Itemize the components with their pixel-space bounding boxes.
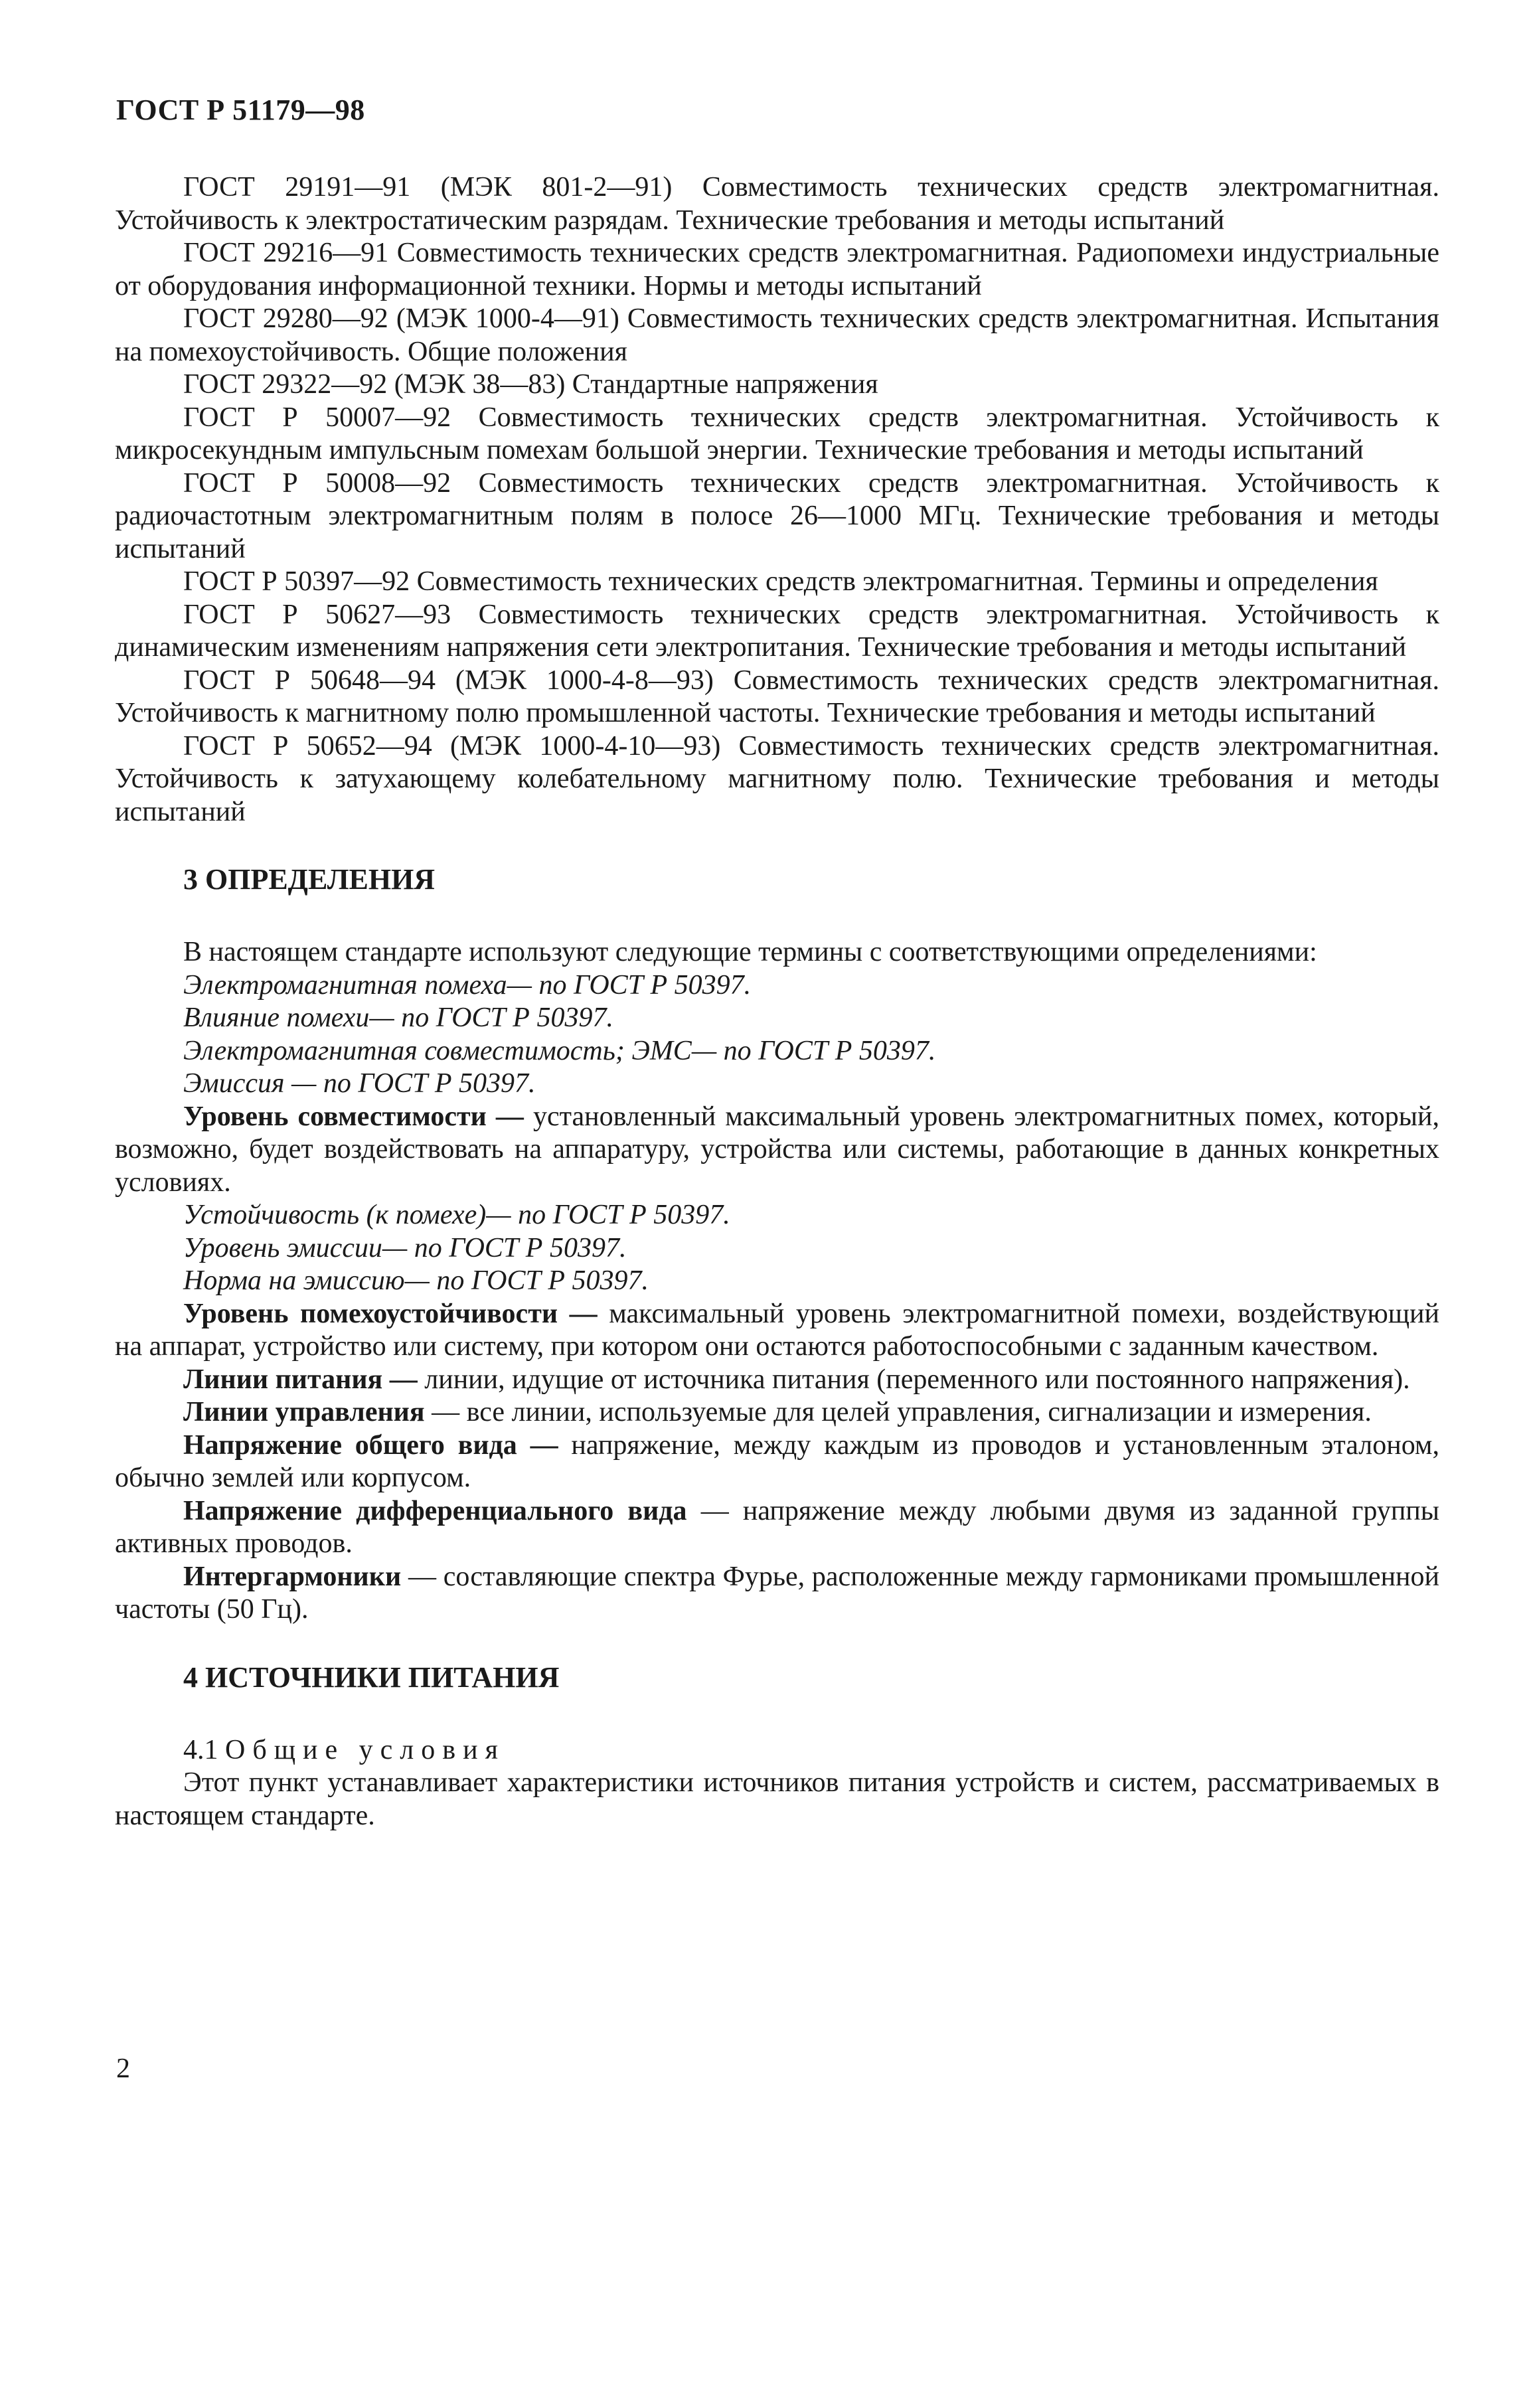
definition-reference: Норма на эмиссию— по ГОСТ Р 50397.	[183, 1265, 649, 1296]
definition-term: Интергармоники	[183, 1561, 402, 1592]
definition-text: линии, идущие от источника питания (переменного или постоянного напряжения).	[417, 1364, 1410, 1395]
definition-term: Уровень совместимости —	[183, 1101, 524, 1132]
definition-item	[115, 1101, 1439, 1200]
definition-item	[115, 1561, 1439, 1627]
definition-reference: Влияние помехи— по ГОСТ Р 50397.	[183, 1003, 613, 1033]
page-number: 2	[116, 2053, 130, 2084]
reference-item: ГОСТ 29216—91 Совместимость технических средств электромагнитная. Радиопомехи индустриальные от оборудования информационной техники. Нормы и методы испытаний	[115, 238, 1439, 301]
reference-item: ГОСТ Р 50007—92 Совместимость технических средств электромагнитная. Устойчивость к микросекундным импульсным помехам большой энергии. Технические требования и методы испытаний	[115, 402, 1439, 465]
definition-text: — составляющие спектра Фурье, расположенные между гармониками промышленной частоты (50 Гц).	[115, 1561, 1439, 1625]
section-4-heading: 4 ИСТОЧНИКИ ПИТАНИЯ	[183, 1660, 560, 1694]
definition-term: Уровень помехоустойчивости —	[183, 1298, 598, 1329]
definition-text: установленный максимальный уровень электромагнитных помех, который, возможно, будет воздействовать на аппаратуру, устройства или системы, работающие в данных конкретных условиях.	[115, 1101, 1440, 1198]
definition-item	[115, 1396, 1439, 1429]
definition-reference: Устойчивость (к помехе)— по ГОСТ Р 50397.	[183, 1200, 730, 1230]
reference-item: ГОСТ 29191—91 (МЭК 801-2—91) Совместимость технических средств электромагнитная. Устойчивость к электростатическим разрядам. Технические требования и методы испытаний	[115, 172, 1439, 236]
definitions-intro: В настоящем стандарте используют следующие термины с соответствующими определениями:	[183, 937, 1317, 967]
definition-term: Линии управления	[183, 1397, 425, 1427]
definition-term: Напряжение дифференциального вида	[183, 1495, 687, 1526]
subsection-title: Общие условия	[225, 1734, 505, 1765]
definition-item	[115, 1364, 1439, 1397]
definition-text: напряжение, между каждым из проводов и установленным эталоном, обычно землей или корпусом.	[115, 1429, 1439, 1493]
reference-item: ГОСТ Р 50397—92 Совместимость технических средств электромагнитная. Термины и определения	[183, 566, 1378, 597]
subsection-text: Этот пункт устанавливает характеристики источников питания устройств и систем, рассматриваемых в настоящем стандарте.	[115, 1767, 1439, 1831]
definition-text: — напряжение между любыми двумя из заданной группы активных проводов.	[115, 1495, 1440, 1559]
definition-text: максимальный уровень электромагнитной помехи, воздействующий на аппарат, устройство или систему, при котором они остаются работоспособными с заданным качеством.	[115, 1298, 1439, 1362]
definition-item	[115, 1495, 1439, 1561]
section-3-heading: 3 ОПРЕДЕЛЕНИЯ	[183, 863, 436, 896]
definition-reference: Электромагнитная совместимость; ЭМС— по ГОСТ Р 50397.	[183, 1035, 936, 1066]
definition-text: — все линии, используемые для целей управления, сигнализации и измерения.	[424, 1397, 1372, 1427]
subsection-heading	[115, 1734, 1439, 1767]
subsection-number: 4.1	[183, 1734, 225, 1765]
reference-item: ГОСТ Р 50652—94 (МЭК 1000-4-10—93) Совместимость технических средств электромагнитная. Устойчивость к затухающему колебательному магнитному полю. Технические требования и методы испытаний	[115, 730, 1439, 827]
reference-item: ГОСТ Р 50008—92 Совместимость технических средств электромагнитная. Устойчивость к радиочастотным электромагнитным полям в полосе 26—1000 МГц. Технические требования и методы испытаний	[115, 467, 1439, 564]
definition-item	[115, 1429, 1439, 1495]
document-body	[115, 171, 1439, 1832]
reference-item: ГОСТ Р 50627—93 Совместимость технических средств электромагнитная. Устойчивость к динамическим изменениям напряжения сети электропитания. Технические требования и методы испытаний	[115, 599, 1439, 663]
definition-item	[115, 1298, 1439, 1364]
definition-reference: Электромагнитная помеха— по ГОСТ Р 50397.	[183, 969, 752, 1001]
reference-item: ГОСТ 29280—92 (МЭК 1000-4—91) Совместимость технических средств электромагнитная. Испытания на помехоустойчивость. Общие положения	[115, 303, 1439, 367]
definition-term: Напряжение общего вида —	[183, 1429, 558, 1461]
reference-item: ГОСТ 29322—92 (МЭК 38—83) Стандартные напряжения	[183, 369, 878, 400]
document-header: ГОСТ Р 51179—98	[116, 94, 365, 126]
definition-term: Линии питания —	[183, 1364, 418, 1395]
reference-item: ГОСТ Р 50648—94 (МЭК 1000-4-8—93) Совместимость технических средств электромагнитная. Устойчивость к магнитному полю промышленной частоты. Технические требования и методы испытаний	[115, 665, 1439, 728]
definition-reference: Эмиссия — по ГОСТ Р 50397.	[183, 1068, 536, 1099]
definition-reference: Уровень эмиссии— по ГОСТ Р 50397.	[183, 1232, 627, 1263]
